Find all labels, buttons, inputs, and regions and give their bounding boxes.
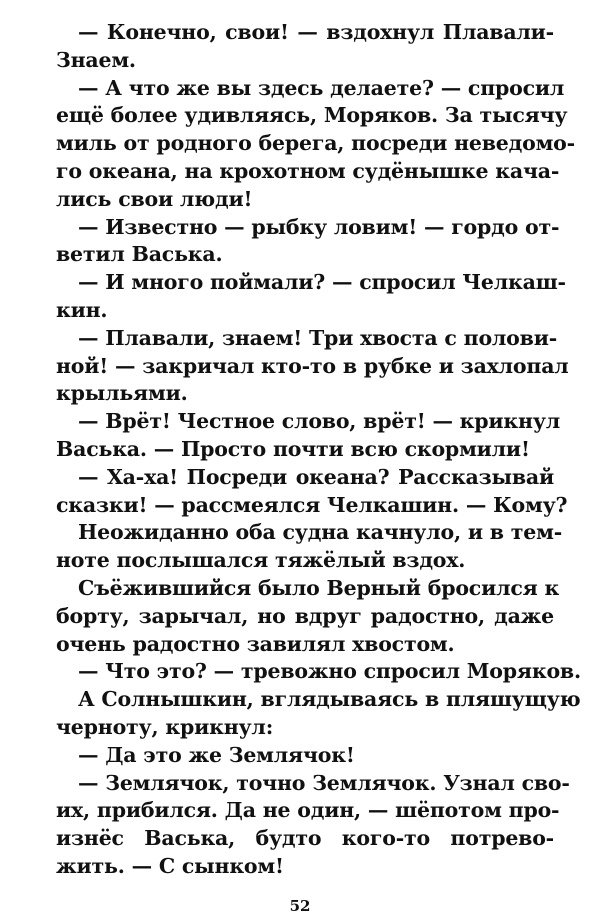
- text-line: ноте послышался тяжёлый вздох.: [56, 548, 466, 573]
- text-line: — Известно — рыбку ловим! — гордо от-: [78, 214, 560, 239]
- text-line: ещё более удивляясь, Моряков. За тысячу: [56, 103, 568, 128]
- text-line: Знаем.: [56, 47, 136, 72]
- text-line: — Плавали, знаем! Три хвоста с полови-: [78, 325, 558, 350]
- text-line: крыльями.: [56, 381, 188, 406]
- text-line: черноту, крикнул:: [56, 714, 274, 739]
- text-line: А Солнышкин, вглядываясь в пляшущую: [78, 687, 581, 712]
- text-line: Васька. — Просто почти всю скормили!: [56, 436, 530, 461]
- text-line: — И много поймали? — спросил Челкаш-: [78, 270, 566, 295]
- text-line: ветил Васька.: [56, 242, 223, 267]
- page-number: 52: [289, 897, 311, 915]
- text-line: сказки! — рассмеялся Челкашин. — Кому?: [56, 492, 568, 517]
- text-line: борту, зарычал, но вдруг радостно, даже: [56, 603, 554, 628]
- text-line: кин.: [56, 297, 108, 322]
- text-line: — Что это? — тревожно спросил Моряков.: [78, 659, 581, 684]
- text-line: — А что же вы здесь делаете? — спросил: [78, 75, 565, 100]
- text-line: — Землячок, точно Землячок. Узнал сво-: [78, 770, 570, 795]
- text-line: лись свои люди!: [56, 186, 253, 211]
- text-line: изнёс Васька, будто кого-то потрево-: [56, 826, 554, 851]
- text-line: их, прибился. Да не один, — шёпотом про-: [56, 798, 560, 823]
- text-line: ной! — закричал кто-то в рубке и захлопал: [56, 353, 569, 378]
- text-line: — Конечно, свои! — вздохнул Плавали-: [78, 20, 554, 44]
- text-line: миль от родного берега, посреди неведомо-: [56, 131, 575, 156]
- text-line: Съёжившийся было Верный бросился к: [78, 575, 560, 600]
- page-text: [56, 19, 581, 881]
- text-line: Неожиданно оба судна качнуло, и в тем-: [78, 520, 563, 545]
- text-line: очень радостно завилял хвостом.: [56, 631, 455, 656]
- text-line: жить. — С сынком!: [56, 853, 284, 878]
- text-line: — Ха-ха! Посреди океана? Рассказывай: [78, 464, 554, 489]
- text-line: — Врёт! Честное слово, врёт! — крикнул: [78, 409, 561, 434]
- text-line: — Да это же Землячок!: [78, 742, 355, 767]
- text-line: го океана, на крохотном судёнышке кача-: [56, 158, 560, 183]
